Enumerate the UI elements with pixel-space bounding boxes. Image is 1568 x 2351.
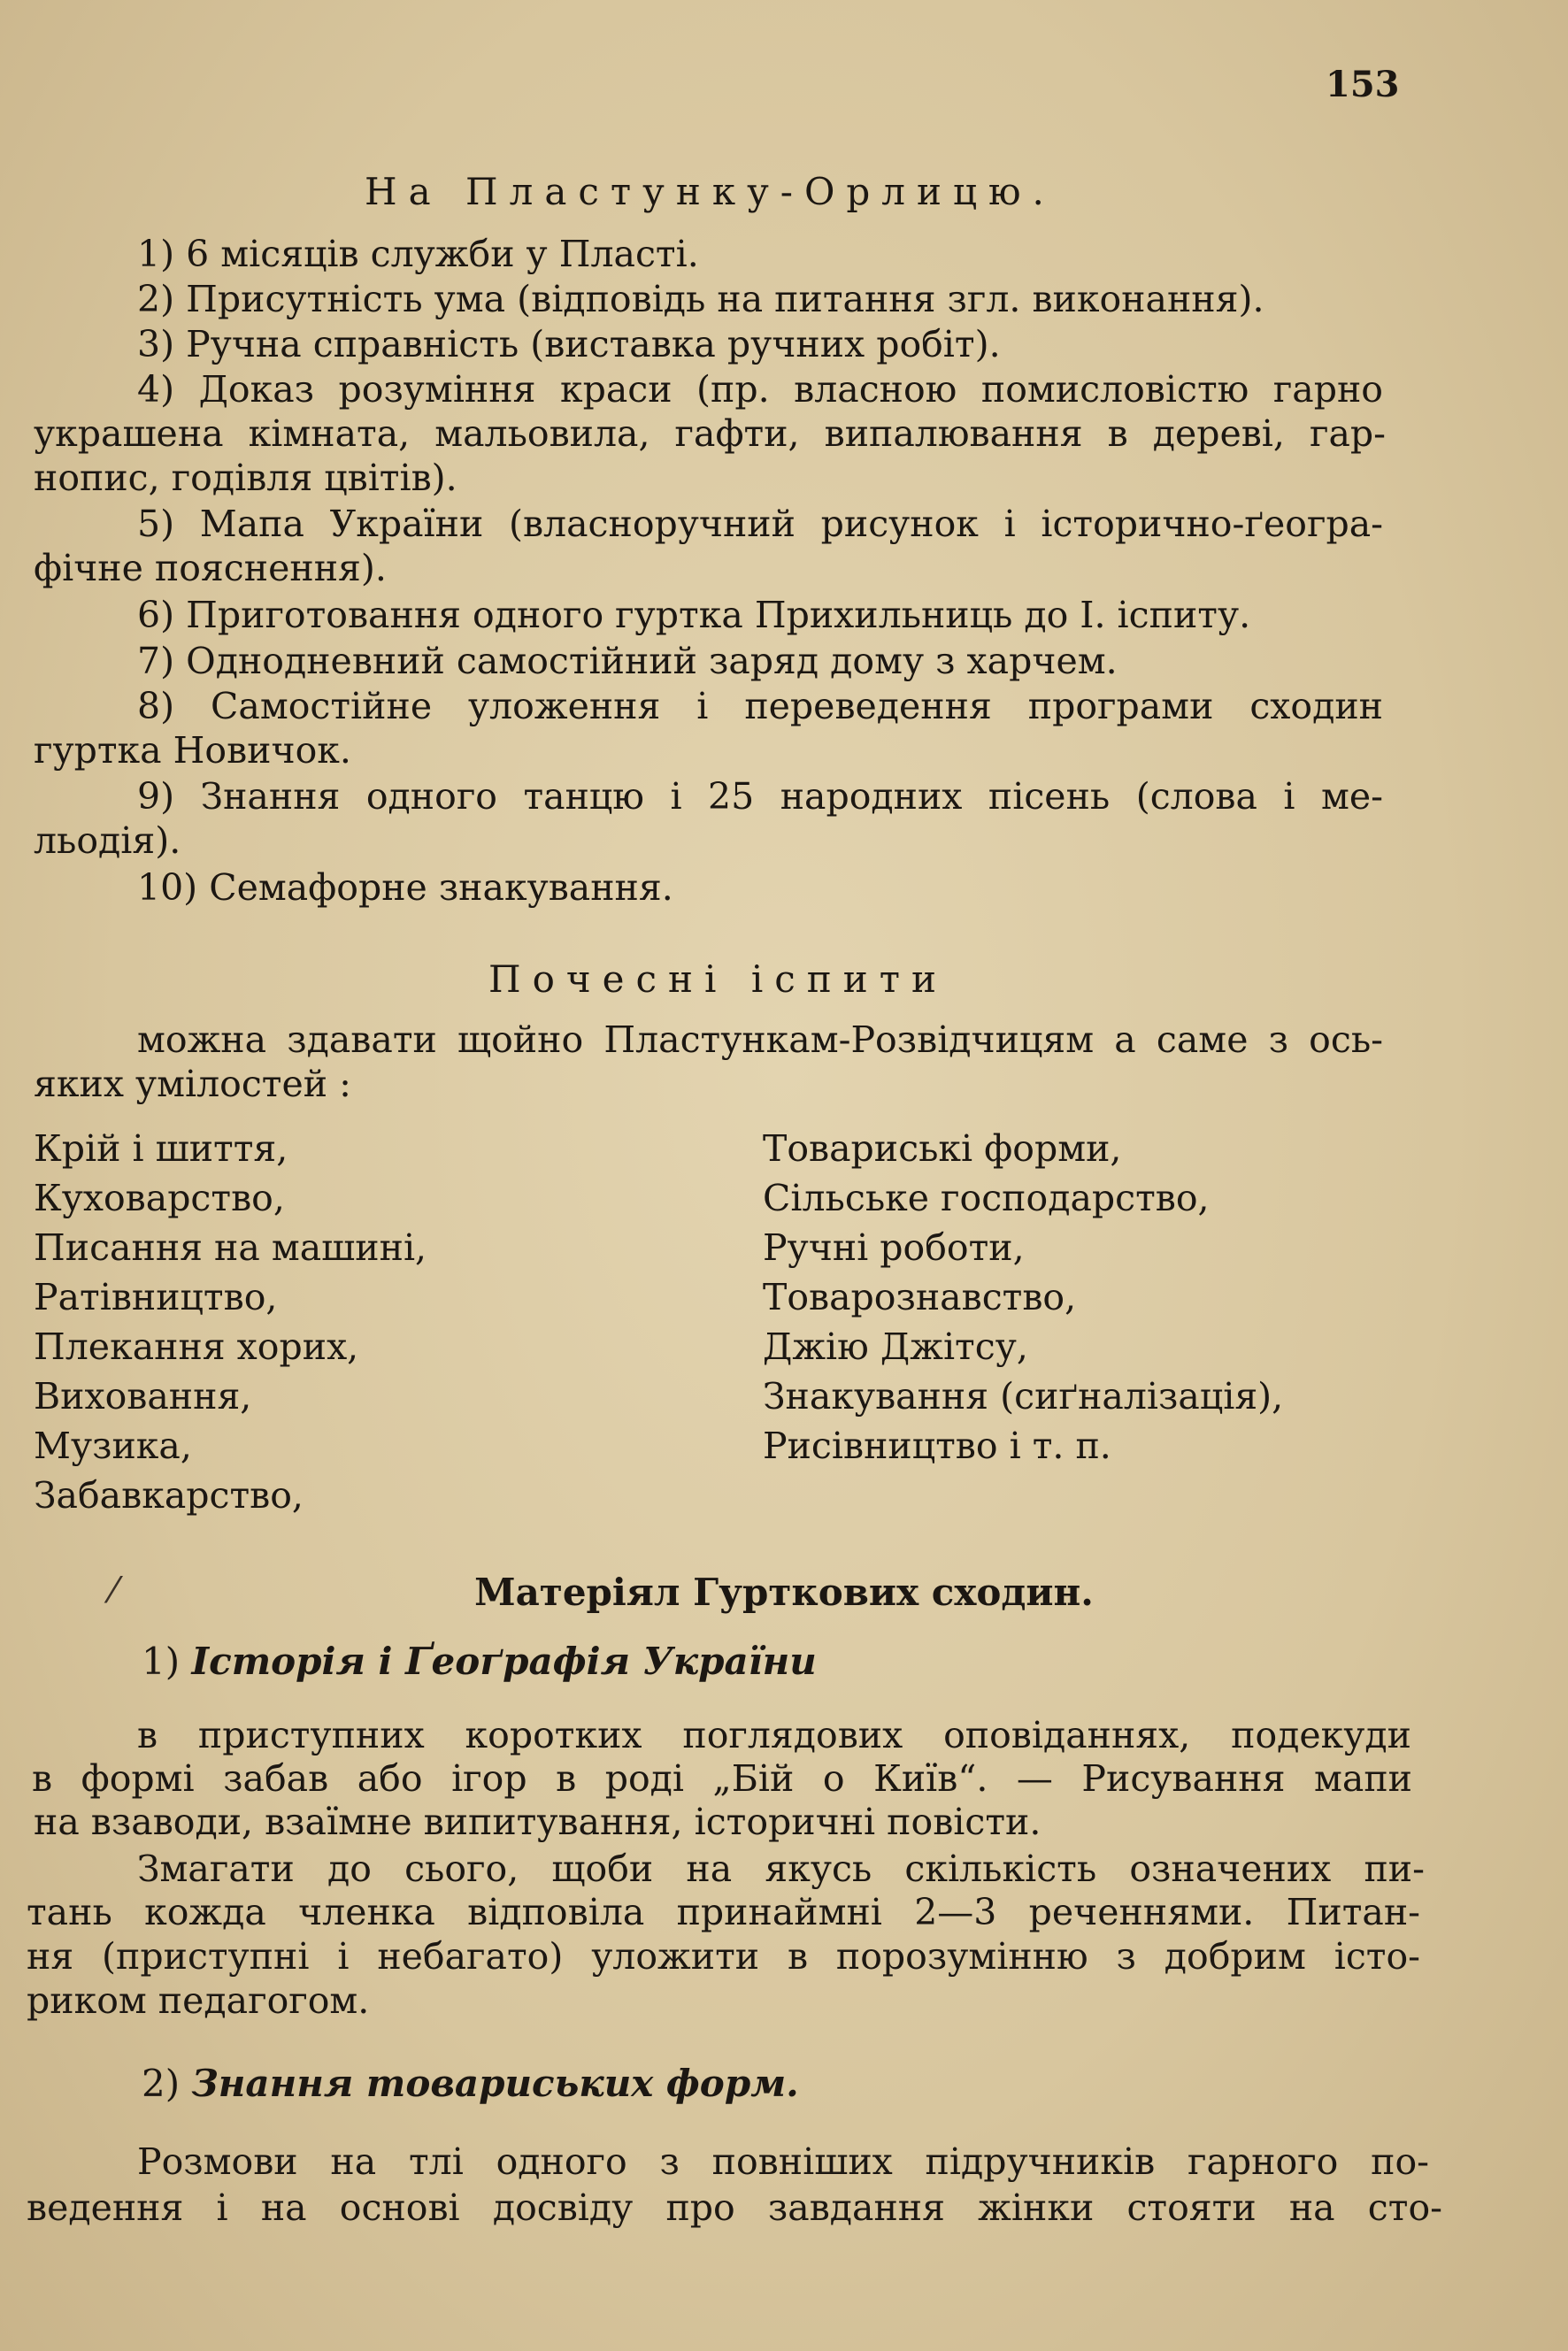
- skill-item: Писання на машині,: [34, 1226, 427, 1269]
- paragraph-line: Розмови на тлі одного з повніших підручників гарного по-: [137, 2140, 1429, 2183]
- skill-item: Ратівництво,: [34, 1276, 278, 1318]
- subsection-title: Історія і Ґеоґрафія України: [191, 1640, 817, 1683]
- skill-item: Сільське господарство,: [763, 1177, 1210, 1219]
- page-number: 153: [1326, 64, 1400, 105]
- requirement-line: 8) Самостійне уложення і переведення програми сходин: [137, 685, 1383, 727]
- requirement-line: 9) Знання одного танцю і 25 народних пісень (слова і ме-: [137, 775, 1383, 818]
- skills-right-column: [763, 1124, 1283, 1471]
- requirement-line: 6) Приготовання одного гуртка Прихильниць до І. іспиту.: [137, 594, 1251, 636]
- requirement-line: гуртка Новичок.: [34, 729, 351, 772]
- intro-line: можна здавати щойно Пластункам-Розвідчицям а саме з ось-: [137, 1018, 1383, 1061]
- skill-item: Музика,: [34, 1425, 192, 1467]
- paragraph-line: в приступних коротких поглядових оповіданнях, подекуди: [137, 1714, 1411, 1756]
- paragraph-line: Змагати до сього, щоби на якусь скількість означених пи-: [137, 1848, 1425, 1890]
- skill-item: Ручні роботи,: [763, 1226, 1025, 1269]
- requirement-line: 10) Семафорне знакування.: [137, 866, 673, 909]
- skill-item: Виховання,: [34, 1375, 252, 1418]
- skill-item: Товариські форми,: [763, 1127, 1122, 1170]
- skill-item: Джію Джітсу,: [763, 1325, 1028, 1368]
- requirement-line: льодія).: [34, 819, 181, 862]
- skill-item: Товарознавство,: [763, 1276, 1077, 1318]
- requirement-line: 1) 6 місяців служби у Пласті.: [137, 233, 699, 275]
- section-title-honorary-exams: Почесні іспити: [488, 957, 949, 1001]
- subsection-number: 1): [142, 1640, 181, 1683]
- skill-item: Забавкарство,: [34, 1474, 304, 1517]
- requirement-line: 2) Присутність ума (відповідь на питання згл. виконання).: [137, 278, 1264, 320]
- paragraph-line: ведення і на основі досвіду про завдання жінки стояти на сто-: [27, 2186, 1442, 2229]
- skills-left-column: [34, 1124, 427, 1520]
- margin-mark: ⁄: [111, 1571, 117, 1611]
- paragraph-line: в формі забав або ігор в роді „Бій о Київ“. — Рисування мапи: [32, 1757, 1412, 1800]
- subsection-history: [142, 1640, 817, 1683]
- skill-item: Рисівництво і т. п.: [763, 1425, 1111, 1467]
- requirement-line: украшена кімната, мальовила, гафти, випалювання в дереві, гар-: [34, 412, 1386, 455]
- requirement-line: 7) Однодневний самостійний заряд дому з харчем.: [137, 640, 1118, 682]
- subsection-title: Знання товариських форм.: [191, 2062, 799, 2105]
- paragraph-line: ня (приступні і небагато) уложити в порозумінню з добрим істо-: [27, 1935, 1420, 1978]
- requirement-line: 3) Ручна справність (виставка ручних робіт).: [137, 323, 1001, 365]
- paragraph-line: тань кожда членка відповіла принаймні 2—3 реченнями. Питан-: [27, 1891, 1420, 1933]
- section-title-meetings-material: Матеріял Гурткових сходин.: [474, 1571, 1094, 1614]
- section-title-orlytsia: На Пластунку-Орлицю.: [365, 170, 1056, 213]
- subsection-social-forms: [142, 2062, 799, 2105]
- requirement-line: 5) Мапа України (власноручний рисунок і історично-ґеогра-: [137, 503, 1383, 545]
- paragraph-line: риком педагогом.: [27, 1979, 370, 2022]
- intro-line: яких умілостей :: [34, 1063, 351, 1105]
- skill-item: Куховарство,: [34, 1177, 285, 1219]
- skill-item: Знакування (сиґналізація),: [763, 1375, 1284, 1418]
- requirement-line: фічне пояснення).: [34, 547, 387, 589]
- skill-item: Крій і шиття,: [34, 1127, 288, 1170]
- requirement-line: нопис, годівля цвітів).: [34, 457, 457, 499]
- skill-item: Плекання хорих,: [34, 1325, 359, 1368]
- paragraph-line: на взаводи, взаїмне випитування, історичні повісти.: [34, 1801, 1041, 1843]
- subsection-number: 2): [142, 2062, 181, 2105]
- requirement-line: 4) Доказ розуміння краси (пр. власною помисловістю гарно: [137, 368, 1383, 411]
